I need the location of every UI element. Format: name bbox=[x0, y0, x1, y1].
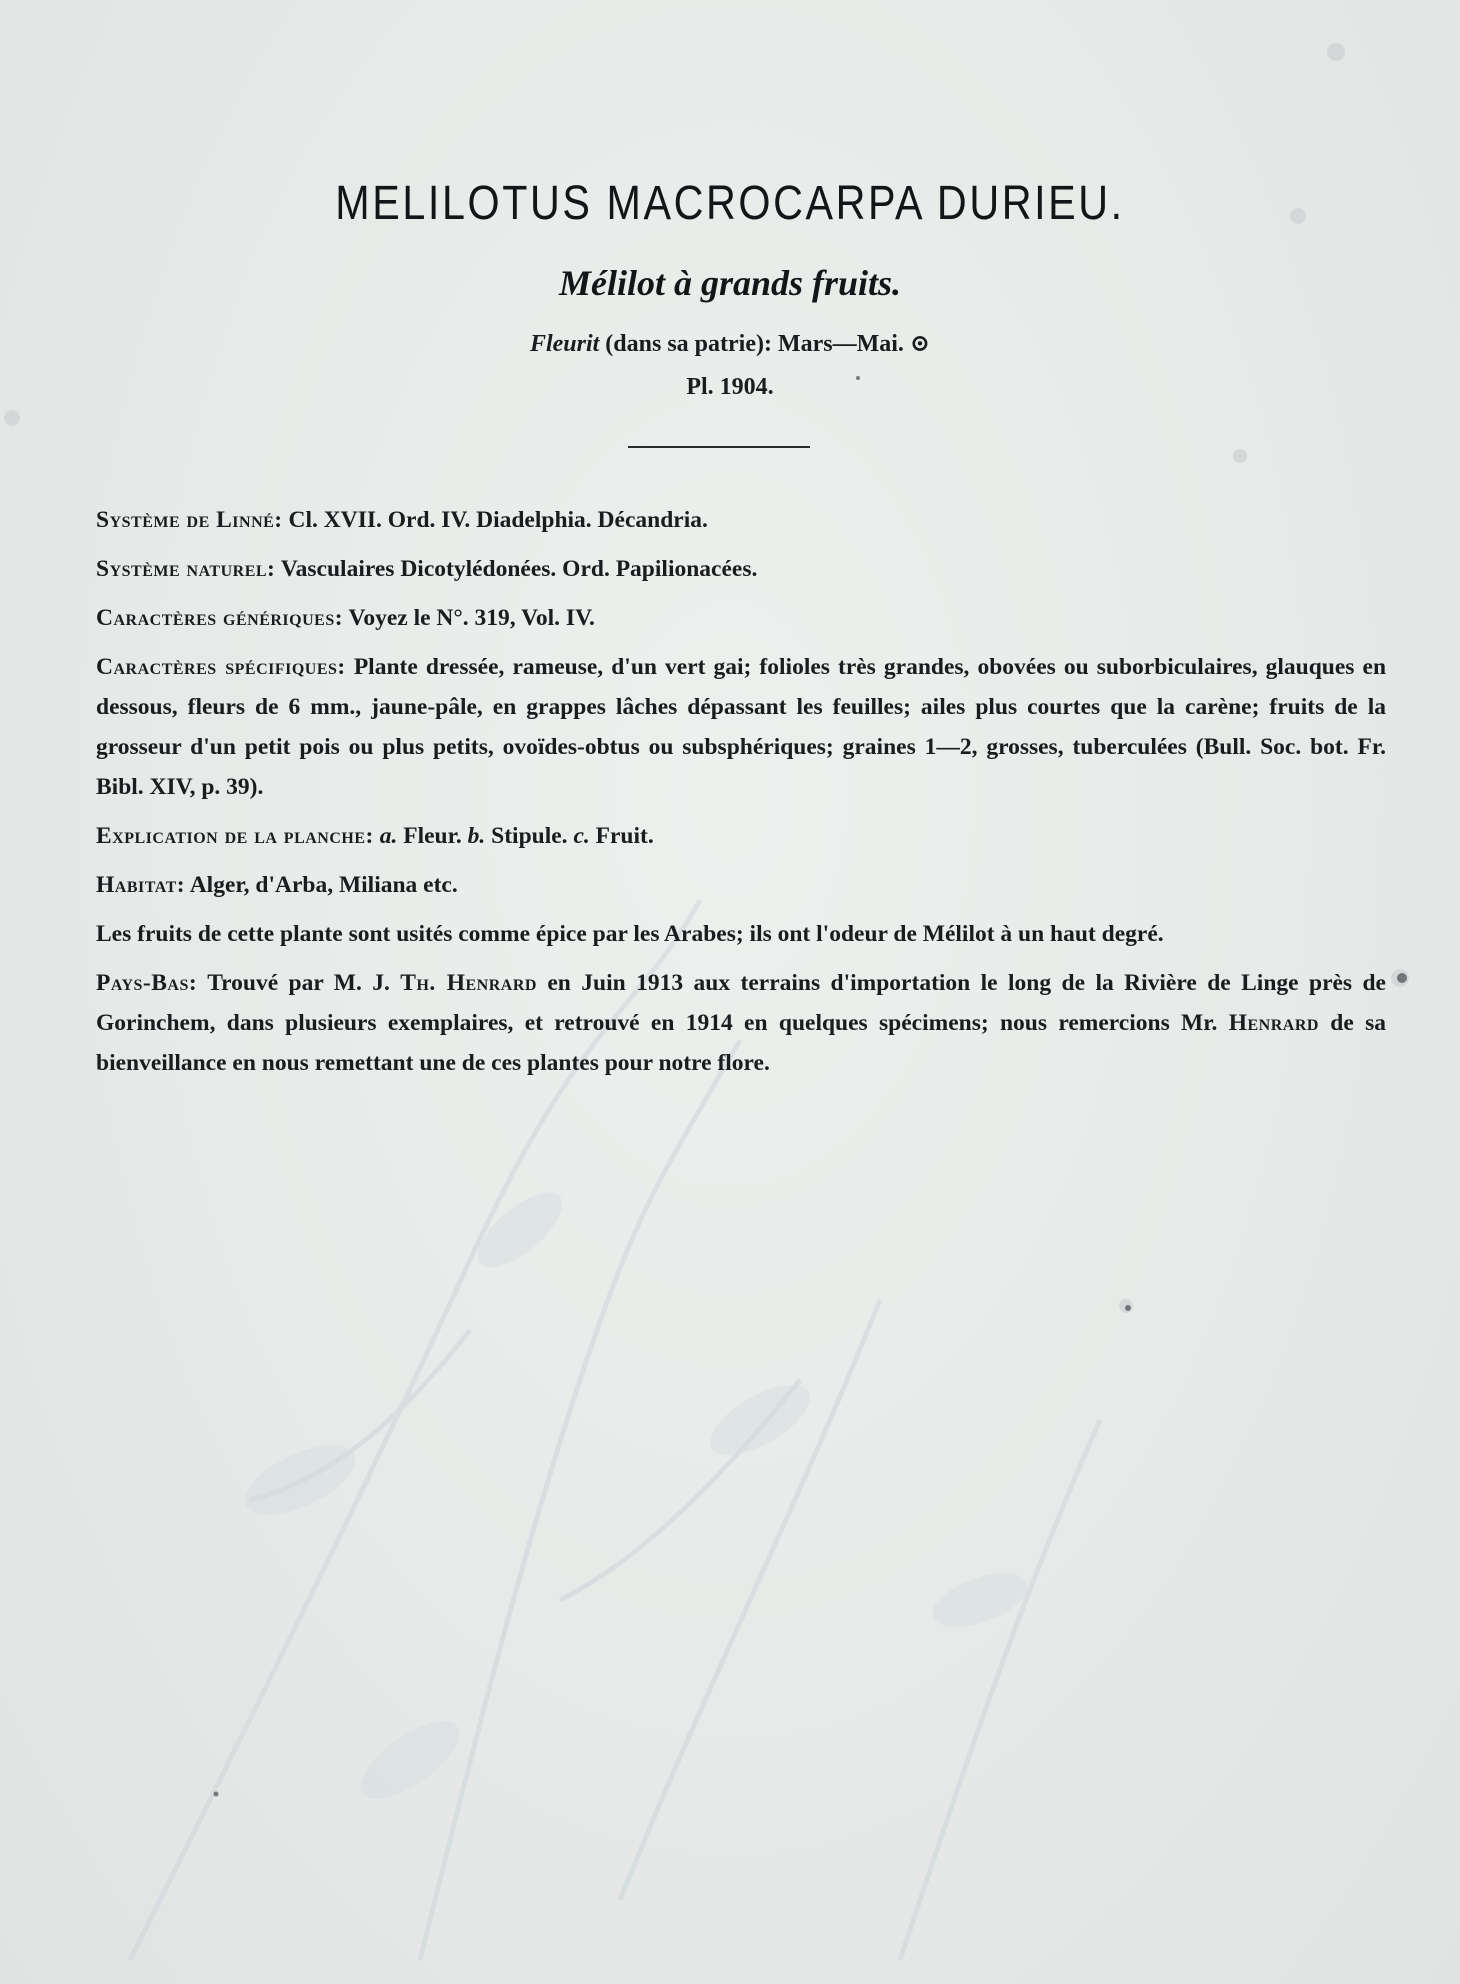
section-label: Explication de la planche: bbox=[96, 823, 374, 849]
figure-key-c-text: Fruit. bbox=[595, 823, 654, 849]
divider bbox=[628, 446, 810, 448]
description-body bbox=[96, 500, 1386, 1092]
flowering-label: Fleurit bbox=[529, 331, 600, 357]
section-text: Trouvé par M. J. bbox=[207, 970, 390, 996]
section-text: Plante dressée, rameuse, d'un vert gai; folioles très grandes, obovées ou suborbiculaires, glauques en dessous, fleurs de 6 mm., jaune-pâle, en grappes lâches dépassant les feuilles; ailes plus courtes que la carène; fruits de la grosseur d'un petit pois ou plus petits, ovoïdes-obtus ou subsphériques; graines 1—2, grosses, tuberculées (Bull. Soc. bot. Fr. Bibl. XIV, p. 39). bbox=[96, 654, 1387, 800]
section-usage bbox=[96, 914, 1386, 954]
section-text: Les fruits de cette plante sont usités comme épice par les Arabes; ils ont l'odeur de Mélilot à un haut degré. bbox=[96, 921, 1164, 947]
section-text: Vasculaires Dicotylédonées. Ord. Papilionacées. bbox=[280, 556, 758, 582]
figure-key-b: b. bbox=[467, 823, 486, 849]
collector-name: Th. Henrard bbox=[400, 970, 537, 996]
section-generiques bbox=[96, 598, 1386, 638]
flowering-line bbox=[0, 328, 1460, 358]
flowering-period: (dans sa patrie): Mars—Mai. ⊙ bbox=[605, 331, 931, 357]
section-label: Habitat: bbox=[96, 872, 186, 898]
figure-key-a: a. bbox=[379, 823, 398, 849]
section-linne bbox=[96, 500, 1386, 540]
section-naturel bbox=[96, 549, 1386, 589]
section-pays-bas bbox=[96, 963, 1386, 1083]
section-text: Cl. XVII. Ord. IV. Diadelphia. Décandria. bbox=[288, 507, 708, 533]
section-label: Caractères génériques: bbox=[96, 605, 344, 631]
section-label: Pays-Bas: bbox=[96, 970, 198, 996]
section-text: en Juin 1913 aux terrains d'importation le long de la Rivière de Linge près de Gorinchem, dans plusieurs exemplaires, et retrouvé en 1914 en quelques spécimens; nous remercions Mr. bbox=[96, 970, 1386, 1036]
page-title: MELILOTUS MACROCARPA DURIEU. bbox=[335, 177, 1125, 230]
section-specifiques bbox=[96, 647, 1386, 807]
figure-key-b-text: Stipule. bbox=[491, 823, 568, 849]
figure-key-a-text: Fleur. bbox=[403, 823, 462, 849]
section-habitat bbox=[96, 865, 1386, 905]
common-name: Mélilot à grands fruits. bbox=[558, 263, 902, 303]
section-text: Voyez le N°. 319, Vol. IV. bbox=[348, 605, 595, 631]
section-text: Alger, d'Arba, Miliana etc. bbox=[189, 872, 458, 898]
section-text: de sa bienveillance en nous remettant une de ces plantes pour notre flore. bbox=[96, 1010, 1387, 1076]
section-explication bbox=[96, 816, 1386, 856]
plate-number: Pl. 1904. bbox=[686, 374, 774, 400]
figure-key-c: c. bbox=[573, 823, 590, 849]
section-label: Système de Linné: bbox=[96, 507, 283, 533]
section-label: Caractères spécifiques: bbox=[96, 654, 346, 680]
section-label: Système naturel: bbox=[96, 556, 276, 582]
collector-name: Henrard bbox=[1228, 1010, 1319, 1036]
